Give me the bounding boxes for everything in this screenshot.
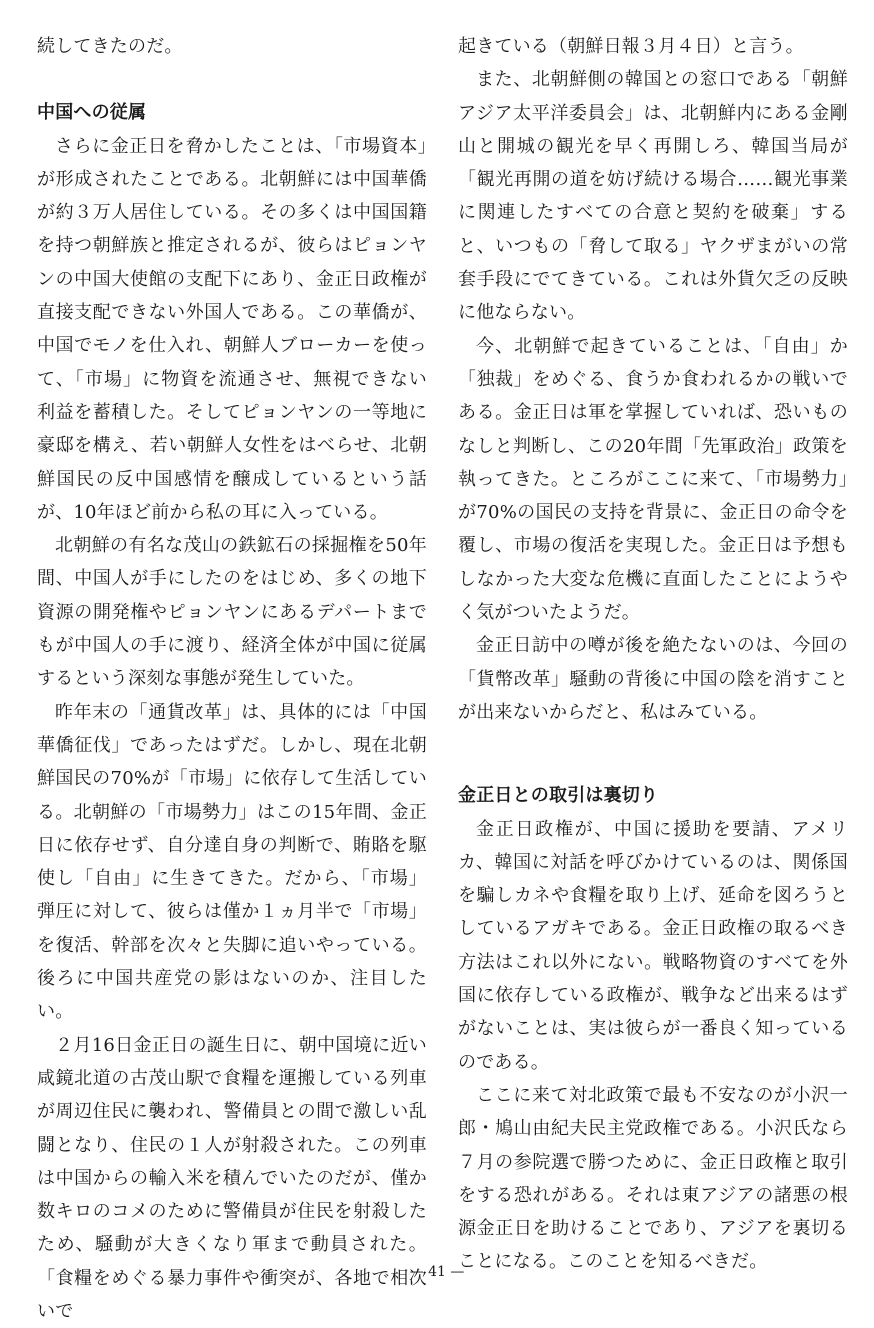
paragraph: ２月16日金正日の誕生日に、朝中国境に近い咸鏡北道の古茂山駅で食糧を運搬している列車が周辺住民に襲われ、警備員との間で激しい乱闘となり、住民の１人が射殺された。この列車は中国からの輸入米を積んでいたのだが、僅か数キロのコメのために警備員が住民を射殺したため、騒動が大きくなり軍まで動員された。「食糧をめぐる暴力事件や衝突が、各地で相次いで xyxy=(37,1034,427,1322)
left-column xyxy=(37,30,427,1328)
section-gap xyxy=(458,729,848,779)
page-number: — 41 — xyxy=(409,1264,465,1280)
section-heading: 中国への従属 xyxy=(37,102,147,124)
section-heading: 金正日との取引は裏切り xyxy=(458,785,659,807)
paragraph: 金正日訪中の噂が後を絶たないのは、今回の「貨幣改革」騒動の背後に中国の陰を消すことが出来ないからだと、私はみている。 xyxy=(458,635,848,723)
paragraph: 金正日政権が、中国に援助を要請、アメリカ、韓国に対話を呼びかけているのは、関係国を騙しカネや食糧を取り上げ、延命を図ろうとしているアガキである。金正日政権の取るべき方法はこれ以外にない。戦略物資のすべてを外国に依存している政権が、戦争など出来るはずがないことは、実は彼らが一番良く知っているのである。 xyxy=(458,818,848,1073)
paragraph: 今、北朝鮮で起きていることは、「自由」か「独裁」をめぐる、食うか食われるかの戦いである。金正日は軍を掌握していれば、恐いものなしと判断し、この20年間「先軍政治」政策を執ってきた。ところがここに来て、「市場勢力」が70%の国民の支持を背景に、金正日の命令を覆し、市場の復活を実現した。金正日は予想もしなかった大変な危機に直面したことにようやく気がついたようだ。 xyxy=(458,335,848,624)
paragraph: 昨年末の「通貨改革」は、具体的には「中国華僑征伐」であったはずだ。しかし、現在北朝鮮国民の70%が「市場」に依存して生活している。北朝鮮の「市場勢力」はこの15年間、金正日に依存せず、自分達自身の判断で、賄賂を駆使し「自由」に生きてきた。だから、「市場」弾圧に対して、彼らは僅か１ヵ月半で「市場」を復活、幹部を次々と失脚に追いやっている。後ろに中国共産党の影はないのか、注目したい。 xyxy=(37,701,427,1023)
paragraph: ここに来て対北政策で最も不安なのが小沢一郎・鳩山由紀夫民主党政権である。小沢氏なら７月の参院選で勝つために、金正日政権と取引をする恐れがある。それは東アジアの諸悪の根源金正日を助けることであり、アジアを裏切ることになる。このことを知るべきだ。 xyxy=(458,1084,848,1273)
paragraph: さらに金正日を脅かしたことは、「市場資本」が形成されたことである。北朝鮮には中国華僑が約３万人居住している。その多くは中国国籍を持つ朝鮮族と推定されるが、彼らはピョンヤンの中国大使館の支配下にあり、金正日政権が直接支配できない外国人である。この華僑が、中国でモノを仕入れ、朝鮮人ブローカーを使って、「市場」に物資を流通させ、無視できない利益を蓄積した。そしてピョンヤンの一等地に豪邸を構え、若い朝鮮人女性をはべらせ、北朝鮮国民の反中国感情を醸成しているという話が、10年ほど前から私の耳に入っている。 xyxy=(37,135,427,523)
paragraph: 続してきたのだ。 xyxy=(37,36,183,57)
right-column xyxy=(458,30,848,1279)
paragraph: 起きている（朝鮮日報３月４日）と言う。 xyxy=(458,36,804,57)
paragraph: 北朝鮮の有名な茂山の鉄鉱石の採掘権を50年間、中国人が手にしたのをはじめ、多くの地下資源の開発権やピョンヤンにあるデパートまでもが中国人の手に渡り、経済全体が中国に従属するという深刻な事態が発生していた。 xyxy=(37,535,427,690)
section-gap xyxy=(37,63,427,96)
paragraph: また、北朝鮮側の韓国との窓口である「朝鮮アジア太平洋委員会」は、北朝鮮内にある金剛山と開城の観光を早く再開しろ、韓国当局が「観光再開の道を妨げ続ける場合……観光事業に関連したすべての合意と契約を破棄」すると、いつもの「脅して取る」ヤクザまがいの常套手段にでてきている。これは外貨欠乏の反映に他ならない。 xyxy=(458,69,848,324)
